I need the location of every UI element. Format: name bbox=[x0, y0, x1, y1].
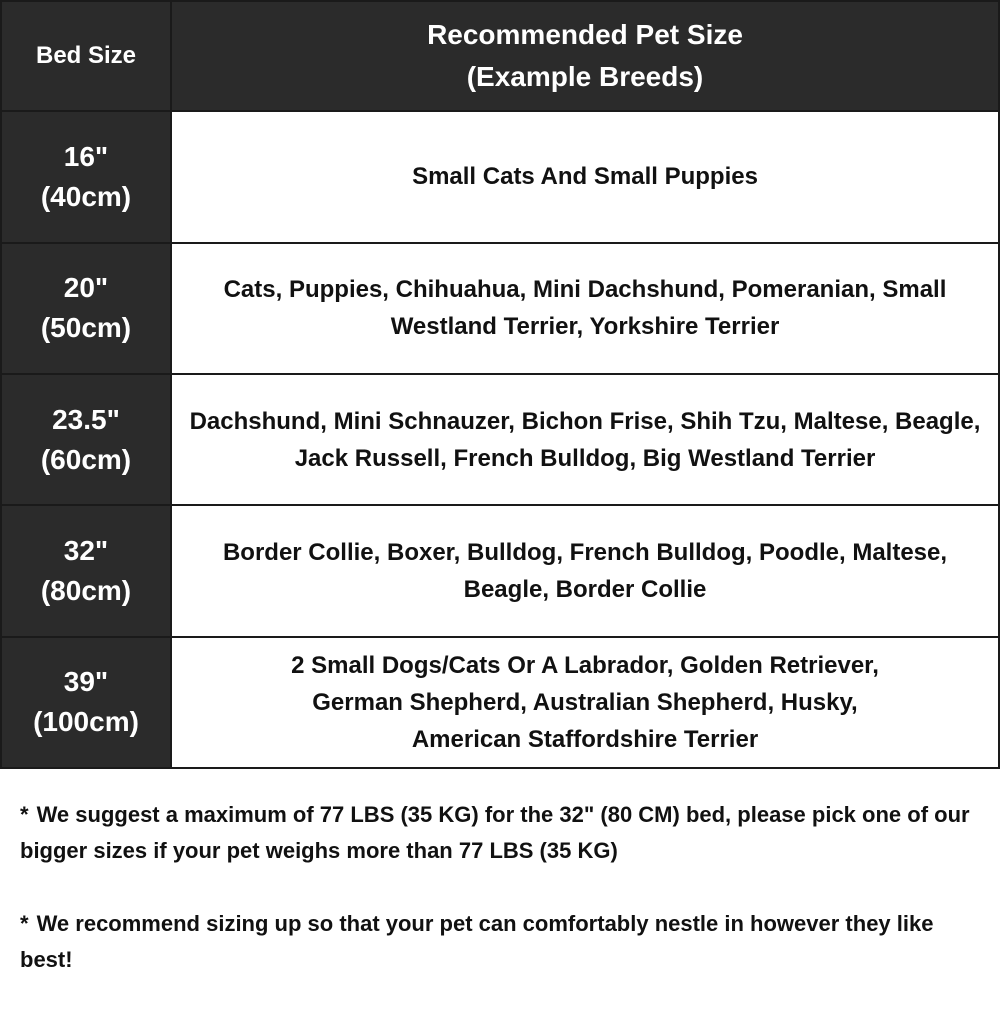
weight-limit-note-text: We suggest a maximum of 77 LBS (35 KG) for the 32" (80 CM) bed, please pick one of our bigger sizes if your pet weighs more than 77 LBS (35 KG) bbox=[20, 802, 970, 863]
size-inches: 16" bbox=[63, 140, 109, 172]
sizing-notes bbox=[20, 797, 990, 1015]
size-centimeters: (40cm) bbox=[40, 180, 132, 212]
breeds-cell: Cats, Puppies, Chihuahua, Mini Dachshund, Pomeranian, Small Westland Terrier, Yorkshire Terrier bbox=[171, 243, 999, 374]
size-inches: 20" bbox=[63, 272, 109, 304]
pet-size-header-title: Recommended Pet Size bbox=[427, 19, 743, 51]
bed-size-cell bbox=[1, 505, 171, 636]
breeds-cell: Dachshund, Mini Schnauzer, Bichon Frise, Shih Tzu, Maltese, Beagle, Jack Russell, French Bulldog, Big Westland Terrier bbox=[171, 374, 999, 505]
table-row bbox=[1, 505, 999, 636]
table-row bbox=[1, 374, 999, 505]
size-inches: 23.5" bbox=[52, 403, 120, 435]
bed-size-cell bbox=[1, 637, 171, 768]
size-centimeters: (50cm) bbox=[40, 312, 132, 344]
bed-size-cell bbox=[1, 374, 171, 505]
size-centimeters: (60cm) bbox=[40, 443, 132, 475]
size-inches: 39" bbox=[63, 666, 109, 698]
asterisk-icon: * bbox=[20, 802, 29, 827]
breeds-cell: Border Collie, Boxer, Bulldog, French Bulldog, Poodle, Maltese, Beagle, Border Collie bbox=[171, 505, 999, 636]
pet-size-header bbox=[171, 1, 999, 111]
breeds-line: 2 Small Dogs/Cats Or A Labrador, Golden Retriever, bbox=[291, 651, 879, 679]
size-centimeters: (80cm) bbox=[40, 574, 132, 606]
bed-size-cell bbox=[1, 243, 171, 374]
table-row bbox=[1, 637, 999, 768]
table-header-row bbox=[1, 1, 999, 111]
size-up-note-text: We recommend sizing up so that your pet can comfortably nestle in however they like best! bbox=[20, 911, 934, 972]
breeds-cell: Small Cats And Small Puppies bbox=[171, 111, 999, 242]
weight-limit-note bbox=[20, 797, 990, 869]
asterisk-icon: * bbox=[20, 911, 29, 936]
size-inches: 32" bbox=[63, 534, 109, 566]
size-centimeters: (100cm) bbox=[33, 706, 139, 738]
table-row bbox=[1, 111, 999, 242]
bed-size-cell bbox=[1, 111, 171, 242]
breeds-line: American Staffordshire Terrier bbox=[411, 725, 759, 753]
bed-size-header: Bed Size bbox=[1, 1, 171, 111]
breeds-cell bbox=[171, 637, 999, 768]
size-up-note bbox=[20, 906, 990, 978]
breeds-line: German Shepherd, Australian Shepherd, Husky, bbox=[312, 688, 858, 716]
table-row bbox=[1, 243, 999, 374]
pet-size-header-subtitle: (Example Breeds) bbox=[466, 61, 704, 93]
